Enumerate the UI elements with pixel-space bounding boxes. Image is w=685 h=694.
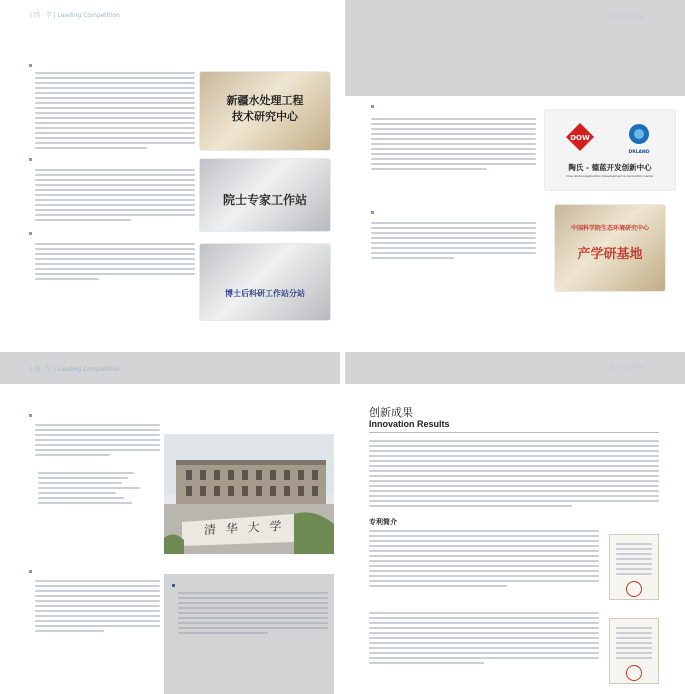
paragraph-block bbox=[369, 530, 599, 590]
patent-certificate-2 bbox=[609, 618, 659, 684]
plaque-text: 博士后科研工作站分站 bbox=[225, 288, 305, 298]
plaque-academician bbox=[200, 159, 330, 231]
paragraph-block bbox=[178, 592, 328, 637]
plaque-text: 产学研基地 bbox=[577, 247, 643, 262]
plaque-subtext: Dow Global Application Development & Innovation Center bbox=[566, 174, 654, 178]
patent-certificate-1 bbox=[609, 534, 659, 600]
dow-logo bbox=[565, 122, 595, 152]
plaque-text: 技术研究中心 bbox=[232, 110, 298, 123]
patent-heading: 专利简介 bbox=[369, 518, 397, 526]
seal-icon bbox=[626, 665, 642, 681]
plaque-water-center bbox=[200, 72, 330, 150]
section-label-right: 第三节 研究中心 bbox=[608, 15, 645, 21]
paragraph-block bbox=[35, 72, 195, 152]
plaque-text: 新疆水处理工程 bbox=[226, 94, 304, 107]
divider bbox=[369, 432, 659, 433]
innovation-title-en: Innovation Results bbox=[369, 419, 450, 429]
section-label: | 四 · 学 | Leading Competition bbox=[30, 12, 120, 19]
paragraph-block bbox=[369, 440, 659, 510]
bullet-list bbox=[38, 472, 158, 507]
bullet-mark bbox=[29, 414, 32, 417]
dreland-logo bbox=[621, 120, 657, 156]
bullet-mark bbox=[371, 105, 374, 108]
plaque-dow-dreland bbox=[545, 110, 675, 190]
page-header bbox=[0, 0, 340, 30]
bullet-mark bbox=[29, 570, 32, 573]
bullet-mark bbox=[371, 211, 374, 214]
svg-text:DOW: DOW bbox=[570, 134, 590, 142]
bullet-mark bbox=[29, 158, 32, 161]
seal-icon bbox=[626, 581, 642, 597]
plaque-postdoc bbox=[200, 244, 330, 320]
plaque-eco-center bbox=[555, 205, 665, 291]
plaque-text: 陶氏 - 德蓝开发创新中心 bbox=[568, 163, 652, 172]
campus-photo bbox=[164, 434, 334, 554]
paragraph-block bbox=[371, 222, 536, 262]
section-label: | 四 · 学 | Leading Competition bbox=[30, 366, 120, 373]
page-bottom-left bbox=[0, 352, 340, 694]
plaque-text: 中国科学院生态环境研究中心 bbox=[570, 225, 649, 232]
paragraph-block bbox=[35, 580, 160, 635]
plaque-text: 院士专家工作站 bbox=[222, 193, 307, 207]
paragraph-block bbox=[35, 424, 160, 459]
paragraph-block bbox=[369, 612, 599, 667]
bullet-mark bbox=[29, 232, 32, 235]
paragraph-block bbox=[35, 243, 195, 283]
paragraph-block bbox=[35, 169, 195, 224]
page-top-left bbox=[0, 0, 340, 347]
svg-text:DRLAND: DRLAND bbox=[628, 150, 650, 155]
page-top-right bbox=[345, 0, 685, 347]
paragraph-block bbox=[371, 118, 536, 173]
innovation-title-cn: 创新成果 bbox=[369, 406, 413, 419]
page-bottom-right bbox=[345, 352, 685, 694]
gray-info-panel bbox=[164, 574, 334, 694]
campus-sign-text: 清 华 大 学 bbox=[204, 518, 285, 538]
bullet-mark bbox=[29, 64, 32, 67]
bullet-mark bbox=[172, 584, 175, 587]
section-label-right: 第三节 研究中心 bbox=[608, 365, 645, 371]
